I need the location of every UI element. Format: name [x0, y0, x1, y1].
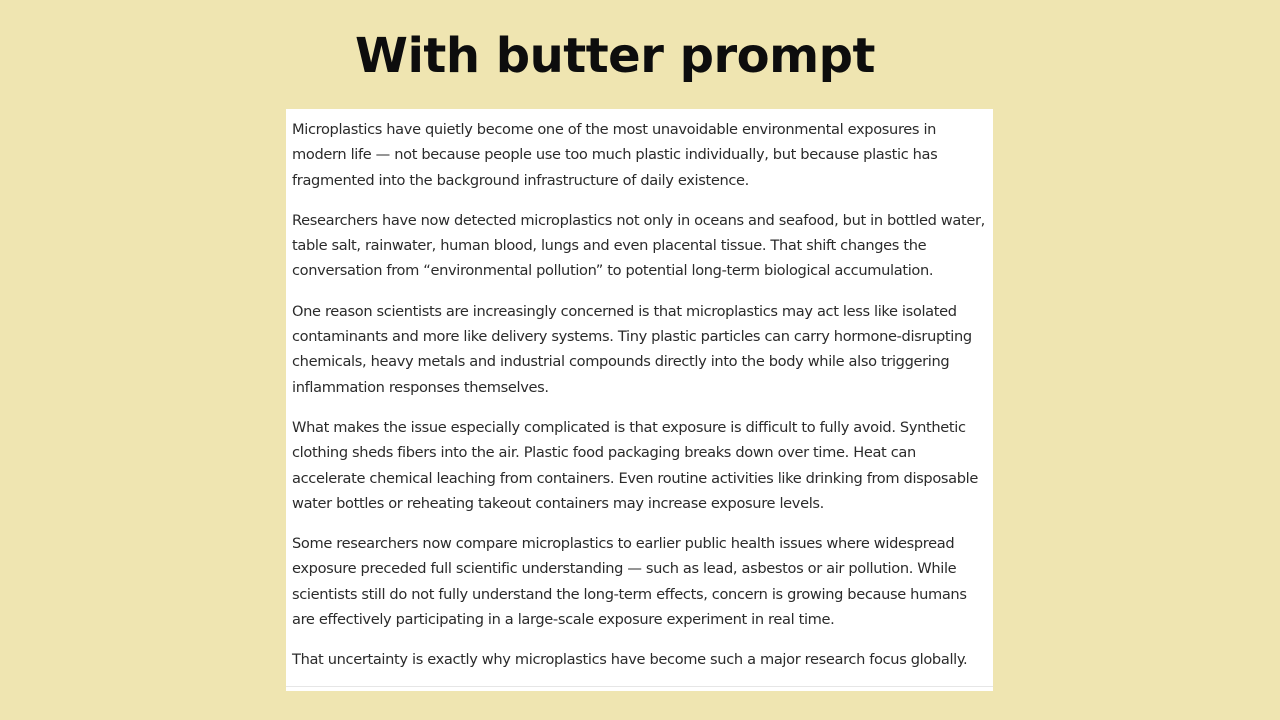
paragraph-4: What makes the issue especially complicated is that exposure is difficult to fully avoid. Synthetic clothing sheds fibers into the air. Plastic food packaging breaks down over time. Heat can accelerate chemical leaching from containers. Even routine activities like drinking from disposable water bottles or reheating takeout containers may increase exposure levels.: [292, 418, 979, 512]
paragraph-3: One reason scientists are increasingly concerned is that microplastics may act less like isolated contaminants and more like delivery systems. Tiny plastic particles can carry hormone-disrupting chemicals, heavy metals and industrial compounds directly into the body while also triggering inflammation responses themselves.: [292, 302, 972, 396]
paragraph-2: Researchers have now detected microplastics not only in oceans and seafood, but in bottled water, table salt, rainwater, human blood, lungs and even placental tissue. That shift changes the conversation from “environmental pollution” to potential long-term biological accumulation.: [292, 211, 985, 280]
divider: [286, 686, 993, 687]
slide-title: With butter prompt: [355, 28, 875, 84]
paragraph-1: Microplastics have quietly become one of the most unavoidable environmental exposures in modern life — not because people use too much plastic individually, but because plastic has fragmented into the background infrastructure of daily existence.: [292, 121, 938, 189]
response-text-panel: [286, 109, 993, 691]
paragraph-5: Some researchers now compare microplastics to earlier public health issues where widespread exposure preceded full scientific understanding — such as lead, asbestos or air pollution. While scientists still do not fully understand the long-term effects, concern is growing because humans are effectively participating in a large-scale exposure experiment in real time.: [292, 535, 967, 629]
paragraph-6: That uncertainty is exactly why microplastics have become such a major research focus globally.: [292, 651, 968, 669]
